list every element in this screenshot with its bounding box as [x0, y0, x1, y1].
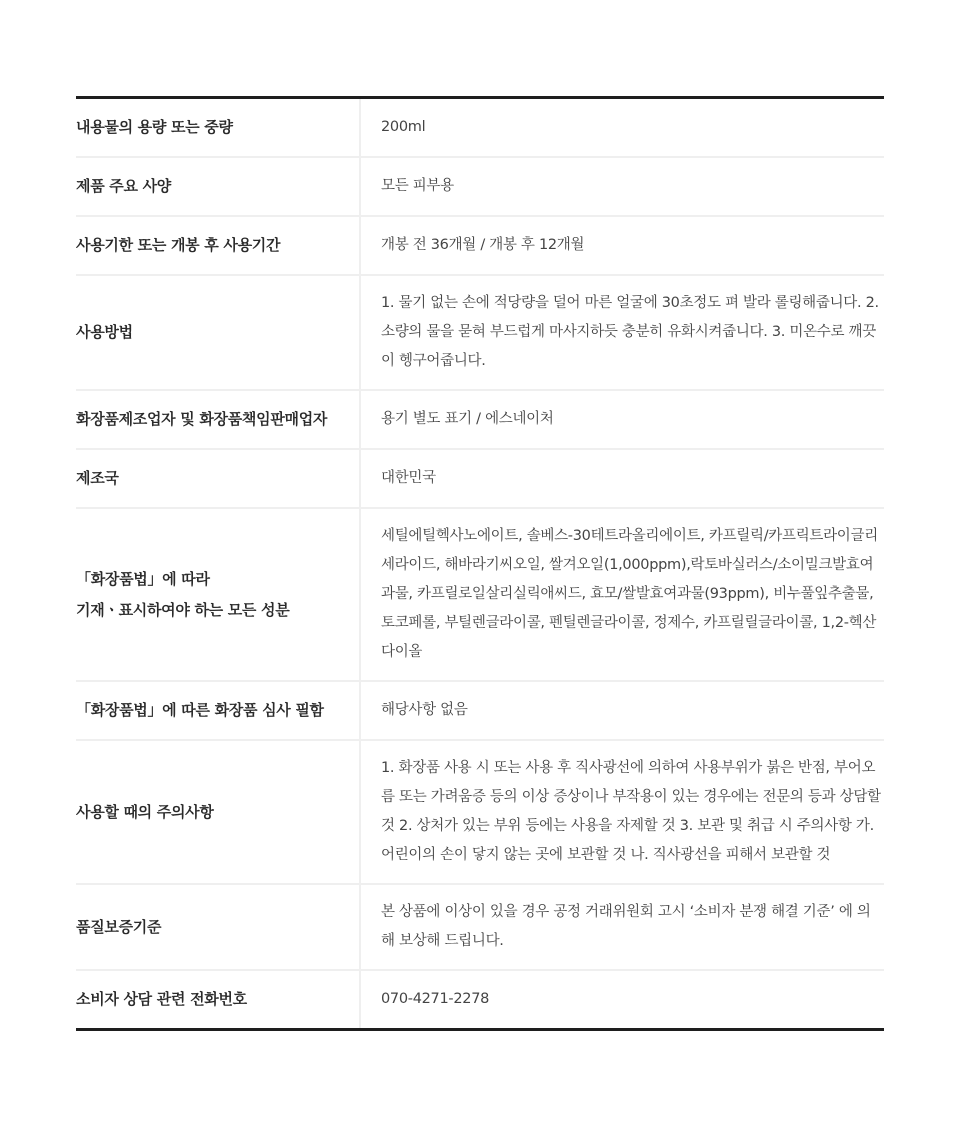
table-row-phone [76, 971, 884, 1028]
row-label [76, 217, 361, 274]
row-label [76, 971, 361, 1028]
product-info-table [76, 96, 884, 1031]
row-label-text-line2: 기재ㆍ표시하여야 하는 모든 성분 [76, 600, 290, 619]
row-value [361, 885, 884, 969]
table-row-volume [76, 99, 884, 158]
row-label-text: 사용기한 또는 개봉 후 사용기간 [76, 236, 281, 254]
table-row-ingredients [76, 509, 884, 682]
row-value-text: 1. 물기 없는 손에 적당량을 덜어 마른 얼굴에 30초정도 펴 발라 롤링해줍니다. 2. 소량의 물을 묻혀 부드럽게 마사지하듯 충분히 유화시켜줍니다. 3. 미온수로 깨끗이 헹구어줍니다. [381, 295, 879, 369]
row-label [76, 682, 361, 739]
row-label-text: 품질보증기준 [76, 917, 162, 936]
table-row-quality [76, 885, 884, 971]
row-label-text: 제조국 [76, 469, 119, 487]
row-value-text: 대한민국 [381, 470, 436, 486]
row-label-text: 사용방법 [76, 323, 133, 341]
table-row-review [76, 682, 884, 741]
row-value [361, 741, 884, 883]
table-row-expiry [76, 217, 884, 276]
row-label-text: 화장품제조업자 및 화장품책임판매업자 [76, 410, 328, 428]
table-row-spec [76, 158, 884, 217]
row-label-text-line1: 「화장품법」에 따라 [76, 569, 210, 588]
row-value [361, 391, 884, 448]
row-label [76, 276, 361, 389]
row-label [76, 509, 361, 680]
table-row-country [76, 450, 884, 509]
table-row-cautions [76, 741, 884, 885]
row-value-text: 200ml [381, 119, 426, 135]
row-value [361, 450, 884, 507]
row-value-text: 세틸에틸헥사노에이트, 솔베스-30테트라올리에이트, 카프릴릭/카프릭트라이글리세라이드, 해바라기씨오일, 쌀겨오일(1,000ppm),락토바실러스/소이밀크발효여과물, 카프릴로일살리실릭애씨드, 효모/쌀발효여과물(93ppm), 비누풀잎추출물, 토코페롤, 부틸렌글라이콜, 펜틸렌글라이콜, 정제수, 카프릴릴글라이콜, 1,2-헥산다이올 [381, 528, 878, 660]
row-label [76, 741, 361, 883]
row-value [361, 99, 884, 156]
row-label-text: 「화장품법」에 따른 화장품 심사 필함 [76, 701, 324, 719]
table-row-manufacturer [76, 391, 884, 450]
row-label [76, 158, 361, 215]
row-label [76, 450, 361, 507]
table-row-usage [76, 276, 884, 391]
row-value-text: 1. 화장품 사용 시 또는 사용 후 직사광선에 의하여 사용부위가 붉은 반점, 부어오름 또는 가려움증 등의 이상 증상이나 부작용이 있는 경우에는 전문의 등과 상담할 것 2. 상처가 있는 부위 등에는 사용을 자제할 것 3. 보관 및 취급 시 주의사항 가. 어린이의 손이 닿지 않는 곳에 보관할 것 나. 직사광선을 피해서 보관할 것 [381, 760, 881, 863]
row-label-text: 사용할 때의 주의사항 [76, 802, 214, 821]
row-label-text: 소비자 상담 관련 전화번호 [76, 990, 247, 1008]
row-value [361, 217, 884, 274]
row-label [76, 885, 361, 969]
row-label [76, 99, 361, 156]
row-value [361, 276, 884, 389]
row-value-text: 개봉 전 36개월 / 개봉 후 12개월 [381, 237, 585, 253]
row-label-text: 내용물의 용량 또는 중량 [76, 118, 233, 136]
row-value-text: 070-4271-2278 [381, 991, 490, 1007]
row-value [361, 158, 884, 215]
row-value-text: 본 상품에 이상이 있을 경우 공정 거래위원회 고시 ‘소비자 분쟁 해결 기준’ 에 의해 보상해 드립니다. [381, 904, 871, 949]
row-value [361, 682, 884, 739]
row-value-text: 모든 피부용 [381, 178, 454, 194]
row-value-text: 해당사항 없음 [381, 702, 468, 718]
row-value [361, 509, 884, 680]
row-label-text: 제품 주요 사양 [76, 177, 171, 195]
row-label [76, 391, 361, 448]
row-value [361, 971, 884, 1028]
row-value-text: 용기 별도 표기 / 에스네이처 [381, 411, 554, 427]
